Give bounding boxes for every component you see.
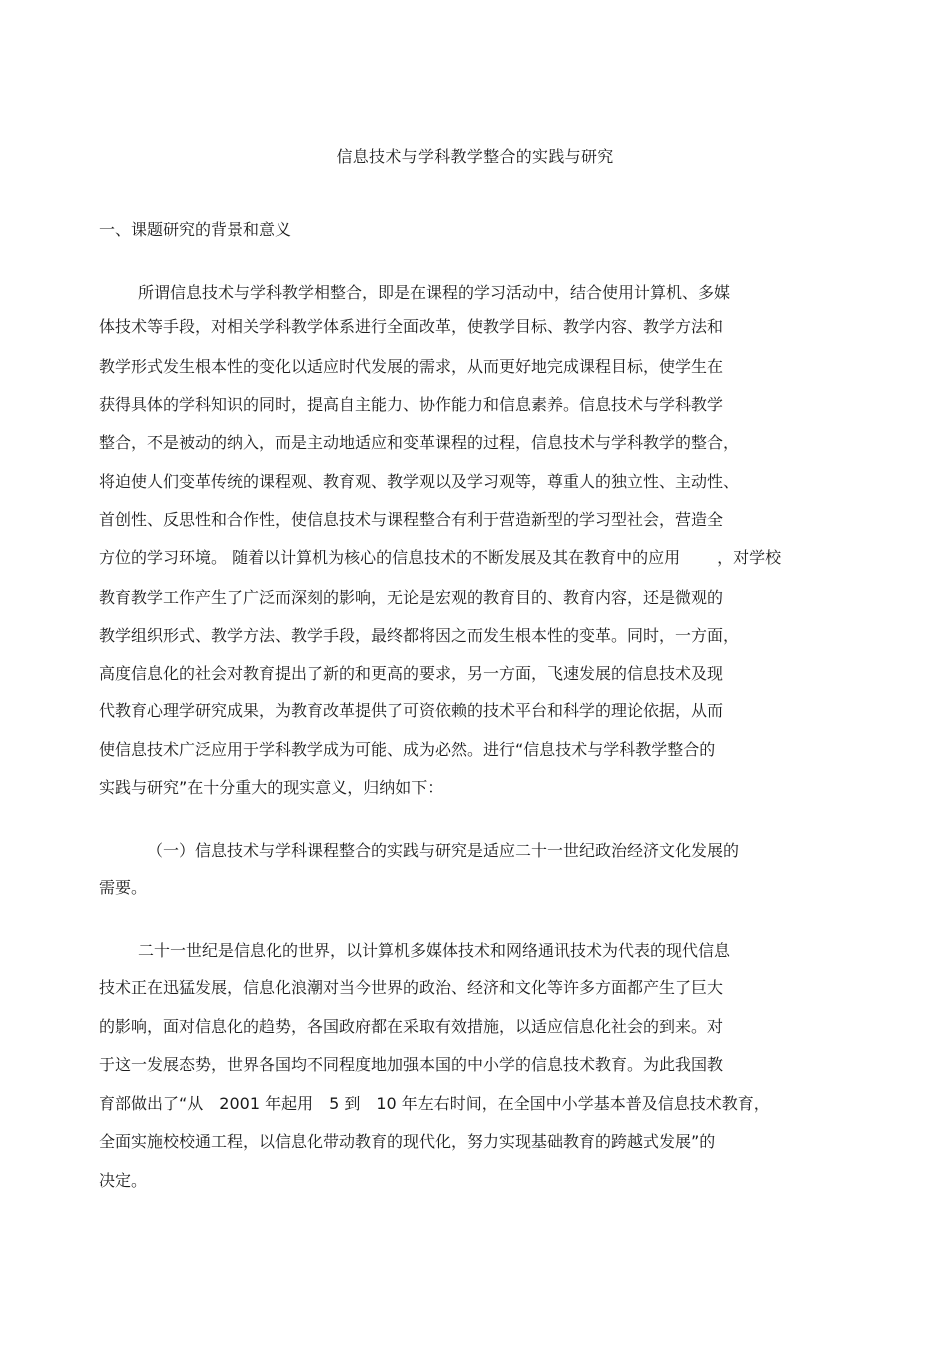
paragraph-line: 于这一发展态势，世界各国均不同程度地加强本国的中小学的信息技术教育。为此我国教 [99, 1055, 724, 1074]
section-heading: 一、课题研究的背景和意义 [99, 220, 292, 239]
paragraph-line: 教育教学工作产生了广泛而深刻的影响，无论是宏观的教育目的、教育内容，还是微观的 [99, 588, 724, 607]
subsection-line: （一）信息技术与学科课程整合的实践与研究是适应二十一世纪政治经济文化发展的 [147, 841, 740, 860]
paragraph-line: 代教育心理学研究成果，为教育改革提供了可资依赖的技术平台和科学的理论依据，从而 [99, 701, 724, 720]
paragraph-line: 决定。 [99, 1171, 148, 1190]
paragraph-line: 获得具体的学科知识的同时，提高自主能力、协作能力和信息素养。信息技术与学科教学 [99, 395, 724, 414]
paragraph-line: 体技术等手段，对相关学科教学体系进行全面改革，使教学目标、教学内容、教学方法和 [99, 317, 724, 336]
paragraph-line: 方位的学习环境。 随着以计算机为核心的信息技术的不断发展及其在教育中的应用 ，对学校 [99, 548, 782, 567]
paragraph-line: 高度信息化的社会对教育提出了新的和更高的要求，另一方面，飞速发展的信息技术及现 [99, 664, 724, 683]
paragraph-line: 技术正在迅猛发展，信息化浪潮对当今世界的政治、经济和文化等许多方面都产生了巨大 [99, 978, 724, 997]
paragraph-line: 教学形式发生根本性的变化以适应时代发展的需求，从而更好地完成课程目标，使学生在 [99, 357, 724, 376]
document-title: 信息技术与学科教学整合的实践与研究 [336, 147, 614, 166]
paragraph-line: 整合，不是被动的纳入，而是主动地适应和变革课程的过程，信息技术与学科教学的整合， [99, 433, 740, 452]
paragraph-line: 二十一世纪是信息化的世界，以计算机多媒体技术和网络通讯技术为代表的现代信息 [138, 941, 731, 960]
subsection-line: 需要。 [99, 878, 148, 897]
paragraph-line: 所谓信息技术与学科教学相整合，即是在课程的学习活动中，结合使用计算机、多媒 [138, 283, 731, 302]
paragraph-line: 教学组织形式、教学方法、教学手段，最终都将因之而发生根本性的变革。同时，一方面， [99, 626, 740, 645]
paragraph-line: 全面实施校校通工程，以信息化带动教育的现代化，努力实现基础教育的跨越式发展”的 [99, 1132, 716, 1151]
paragraph-line: 首创性、反思性和合作性，使信息技术与课程整合有利于营造新型的学习型社会，营造全 [99, 510, 724, 529]
paragraph-line: 将迫使人们变革传统的课程观、教育观、教学观以及学习观等，尊重人的独立性、主动性、 [99, 472, 740, 491]
paragraph-line: 的影响，面对信息化的趋势，各国政府都在采取有效措施，以适应信息化社会的到来。对 [99, 1017, 724, 1036]
paragraph-line: 育部做出了“从 2001 年起用 5 到 10 年左右时间，在全国中小学基本普及信息技术教育， [99, 1094, 770, 1113]
paragraph-line: 实践与研究”在十分重大的现实意义，归纳如下： [99, 778, 444, 797]
paragraph-line: 使信息技术广泛应用于学科教学成为可能、成为必然。进行“信息技术与学科教学整合的 [99, 740, 716, 759]
